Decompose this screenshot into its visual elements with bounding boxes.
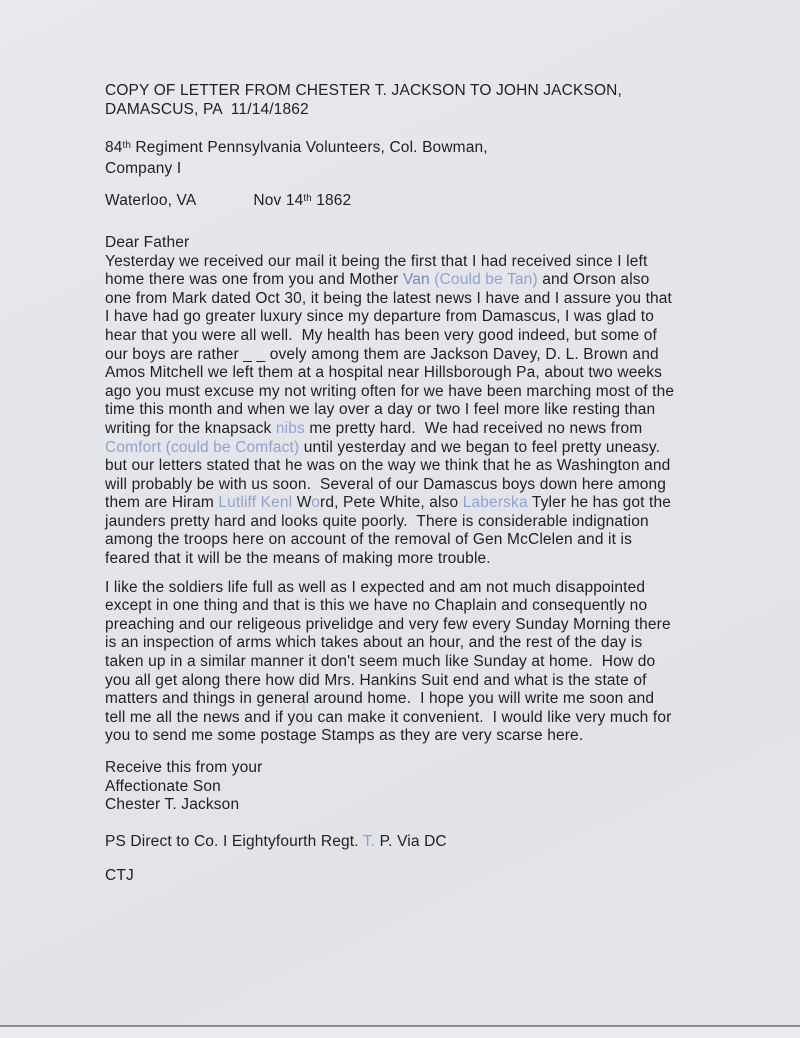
text-segment: 84 — [105, 139, 123, 157]
text-segment: Receive this from your — [105, 759, 263, 776]
text-segment: and Orson also — [537, 271, 650, 289]
text-segment: until yesterday and we began to feel pretty uneasy. — [299, 438, 661, 456]
text-segment: DAMASCUS, PA 11/14/1862 — [105, 100, 309, 118]
letter-line — [105, 709, 765, 728]
letter-line — [105, 327, 765, 346]
letter-line — [105, 420, 765, 439]
letter-line — [105, 139, 765, 160]
text-segment: W — [292, 494, 312, 512]
text-segment: CTJ — [105, 867, 134, 885]
letter-line — [105, 531, 765, 550]
text-segment: COPY OF LETTER FROM CHESTER T. JACKSON TO JOHN JACKSON, — [105, 82, 622, 99]
text-segment: Regiment Pennsylvania Volunteers, Col. Bowman, — [130, 139, 488, 157]
letter-line — [105, 476, 765, 495]
text-segment: writing for the knapsack — [105, 419, 276, 437]
text-segment: you all get along there how did Mrs. Hankins Suit end and what is the state of — [105, 671, 647, 689]
text-segment: jaunders pretty hard and looks quite poorly. There is considerable indignation — [105, 512, 649, 530]
text-segment: one from Mark dated Oct 30, it being the latest news I have and I assure you that — [105, 289, 673, 307]
letter-line — [105, 82, 765, 101]
letter-line — [105, 346, 765, 365]
text-segment: but our letters stated that he was on the way we think that he as Washington and — [105, 457, 671, 475]
letter-line — [105, 401, 765, 420]
letter-line — [105, 494, 765, 513]
letter-line — [105, 597, 765, 616]
annotated-text: Comfort (could be Comfact) — [105, 438, 300, 456]
text-segment: feared that it will be the means of making more trouble. — [105, 550, 491, 568]
letter-line — [105, 290, 765, 309]
text-segment: th — [122, 139, 131, 151]
text-segment: matters and things in general around home. I hope you will write me soon and — [105, 690, 655, 708]
text-segment: among the troops here on account of the removal of Gen McClelen and it is — [105, 531, 633, 549]
text-segment: except in one thing and that is this we have no Chaplain and consequently no — [105, 597, 648, 615]
block-body1 — [105, 234, 765, 569]
letter-line — [105, 101, 765, 120]
annotated-text: Lutliff Kenl — [218, 494, 293, 512]
text-segment: you to send me some postage Stamps as they are very scarse here. — [105, 727, 584, 745]
text-segment: Yesterday we received our mail it being the first that I had received since I left — [105, 252, 648, 270]
annotated-text: (Could be Tan) — [434, 271, 538, 289]
letter-line — [105, 513, 765, 532]
text-segment: time this month and when we lay over a day or two I feel more like resting than — [105, 401, 656, 419]
letter-line — [105, 796, 765, 815]
letter-line — [105, 439, 765, 458]
block-regiment — [105, 139, 765, 178]
annotated-text: nibs — [275, 419, 305, 437]
block-initials — [105, 867, 765, 886]
text-segment: th — [303, 192, 312, 204]
text-segment: preaching and our religeous privelidge and very few every Sunday Morning there — [105, 615, 671, 633]
text-segment: Affectionate Son — [105, 777, 221, 795]
block-title — [105, 82, 765, 119]
text-segment: them are Hiram — [105, 494, 219, 512]
block-body2 — [105, 579, 765, 746]
letter-line — [105, 867, 765, 886]
annotated-text: Laberska — [462, 494, 528, 512]
letter-line — [105, 690, 765, 709]
letter-line — [105, 833, 765, 852]
block-ps — [105, 833, 765, 852]
text-segment: ago you must excuse my not writing often for we have been marching most of the — [105, 382, 675, 400]
text-segment: hear that you were all well. My health has been very good indeed, but some of — [105, 326, 657, 344]
letter-line — [105, 383, 765, 402]
letter-line — [105, 672, 765, 691]
text-segment: home there was one from you and Mother — [105, 271, 403, 289]
letter-line — [105, 253, 765, 272]
scanner-strip — [0, 1027, 800, 1038]
letter-line — [105, 192, 765, 213]
annotated-text: Van — [402, 271, 430, 289]
letter-content — [105, 82, 765, 886]
letter-line — [105, 271, 765, 290]
text-segment: is an inspection of arms which takes about an hour, and the rest of the day is — [105, 634, 643, 652]
annotated-text: T. — [362, 832, 376, 850]
text-segment: I like the soldiers life full as well as I expected and am not much disappointed — [105, 578, 646, 596]
text-segment: P. Via DC — [375, 832, 447, 850]
letter-line — [105, 160, 765, 179]
block-dateline — [105, 192, 765, 213]
text-segment: Nov 14 — [253, 192, 304, 210]
letter-line — [105, 550, 765, 569]
text-segment: I have had go greater luxury since my departure from Damascus, I was glad to — [105, 308, 654, 326]
text-segment: Chester T. Jackson — [105, 796, 240, 814]
letter-line — [105, 634, 765, 653]
letter-line — [105, 308, 765, 327]
letter-line — [105, 778, 765, 797]
letter-line — [105, 457, 765, 476]
annotated-text: o — [311, 494, 321, 512]
letter-line — [105, 234, 765, 253]
letter-line — [105, 727, 765, 746]
text-segment: me pretty hard. We had received no news from — [304, 419, 643, 437]
block-closing — [105, 759, 765, 815]
letter-line — [105, 653, 765, 672]
text-segment: PS Direct to Co. I Eightyfourth Regt. — [105, 832, 363, 850]
text-segment: Amos Mitchell we left them at a hospital near Hillsborough Pa, about two weeks — [105, 364, 663, 382]
text-segment: 1862 — [311, 192, 352, 210]
letter-line — [105, 364, 765, 383]
text-segment: our boys are rather _ _ ovely among them are Jackson Davey, D. L. Brown and — [105, 345, 659, 363]
text-segment: Company I — [105, 159, 182, 177]
text-segment: Tyler he has got the — [527, 494, 672, 512]
letter-line — [105, 579, 765, 598]
letter-line — [105, 759, 765, 778]
text-segment: tell me all the news and if you can make it convenient. I would like very much for — [105, 708, 672, 726]
letter-line — [105, 616, 765, 635]
text-segment: Dear Father — [105, 233, 190, 251]
text-segment: Waterloo, VA — [105, 192, 197, 210]
text-segment: will probably be with us soon. Several of our Damascus boys down here among — [105, 475, 667, 493]
text-segment: taken up in a similar manner it don't seem much like Sunday at home. How do — [105, 653, 656, 671]
text-segment: rd, Pete White, also — [320, 494, 463, 512]
